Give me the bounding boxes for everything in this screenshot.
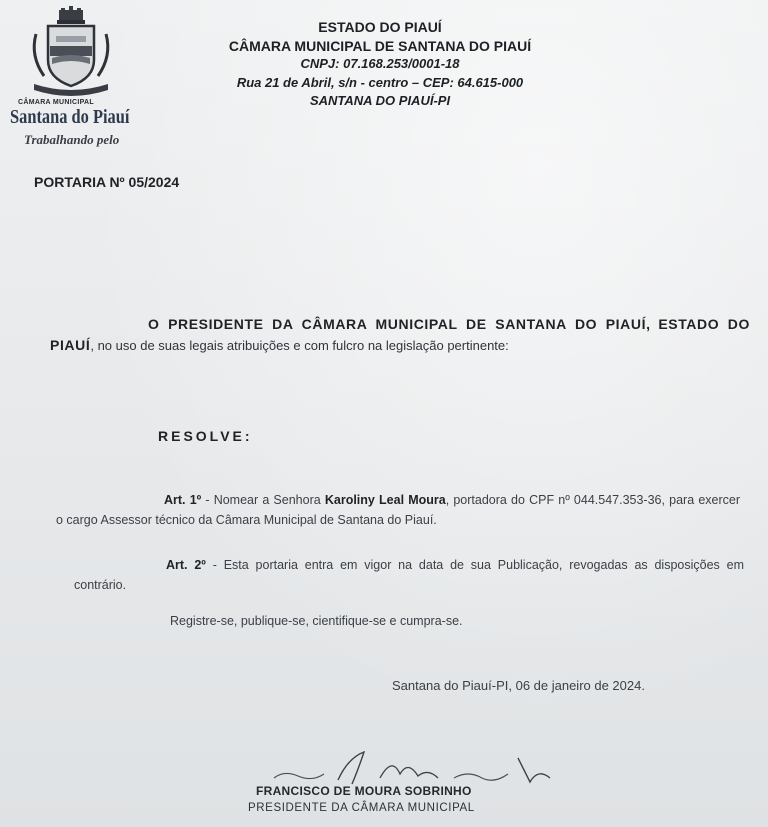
resolve-heading: RESOLVE:: [158, 428, 253, 444]
document-title: PORTARIA Nº 05/2024: [34, 174, 180, 190]
letterhead-cnpj: CNPJ: 07.168.253/0001-18: [300, 56, 460, 71]
letterhead: [170, 18, 590, 111]
signer-name: FRANCISCO DE MOURA SOBRINHO: [256, 784, 472, 798]
letterhead-address: Rua 21 de Abril, s/n - centro – CEP: 64.615-000: [236, 74, 524, 90]
logo-chamber-label: CÂMARA MUNICIPAL: [18, 99, 94, 106]
appointee-name: Karoliny Leal Moura: [324, 493, 446, 507]
intro-president: O PRESIDENTE DA CÂMARA MUNICIPAL DE SANTANA DO PIAUÍ,: [148, 316, 651, 332]
intro-text: , no uso de suas legais atribuições e com fulcro na legislação pertinente:: [90, 338, 509, 353]
logo-slogan: Trabalhando pelo: [24, 132, 120, 147]
article-2-text: - Esta portaria entra em vigor na data de sua Publicação, revogadas as disposições em contrário.: [74, 558, 744, 592]
chamber-logo: [6, 6, 146, 146]
letterhead-city: SANTANA DO PIAUÍ-PI: [309, 93, 451, 108]
article-1-text-b: , portadora do CPF nº 044.547.353-36, para exercer o cargo Assessor técnico da Câmara Municipal de Santana do Piauí.: [56, 493, 740, 527]
article-1: [56, 490, 740, 530]
article-2-label: Art. 2º: [166, 558, 206, 572]
article-1-text-a: - Nomear a Senhora: [201, 493, 325, 507]
intro-paragraph: [50, 314, 750, 356]
intro-state: ESTADO DO PIAUÍ: [50, 316, 751, 353]
letterhead-state: ESTADO DO PIAUÍ: [318, 19, 442, 35]
letterhead-chamber: CÂMARA MUNICIPAL DE SANTANA DO PIAUÍ: [228, 37, 532, 54]
signer-role: PRESIDENTE DA CÂMARA MUNICIPAL: [248, 802, 475, 814]
article-1-label: Art. 1º: [164, 493, 202, 507]
closing-statement: Registre-se, publique-se, cientifique-se e cumpra-se.: [170, 614, 463, 628]
coat-of-arms-icon: [26, 6, 116, 98]
logo-city-name: Santana do Piauí: [10, 106, 130, 128]
date-line: Santana do Piauí-PI, 06 de janeiro de 2024.: [392, 678, 645, 693]
article-2: [74, 555, 744, 595]
